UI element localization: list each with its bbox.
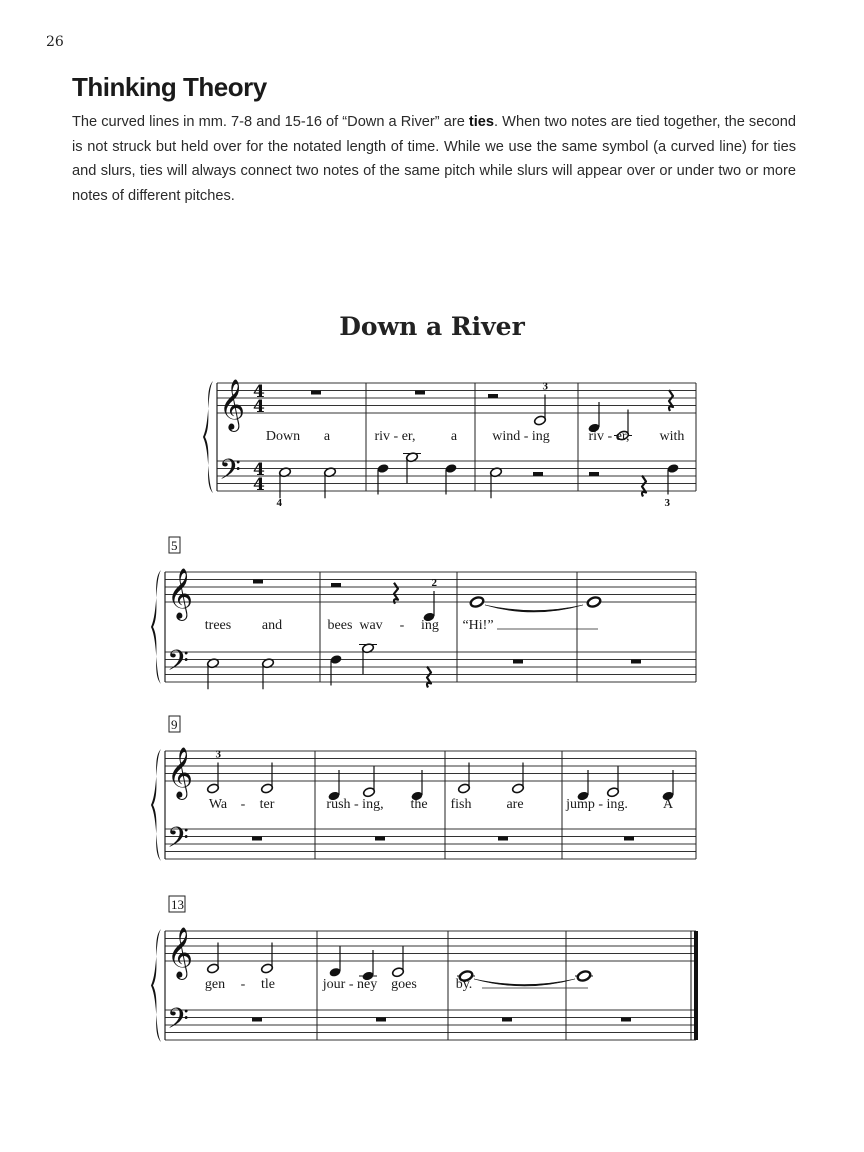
lyric-syllable: - [240,797,246,812]
lyric-syllable: gen [204,977,226,992]
lyric-syllable: riv - er, [588,429,630,444]
whole-rest-icon [502,1018,512,1022]
song-title: Down a River [339,312,525,341]
lyric-syllable: Wa [208,797,228,812]
lyric-syllable: ing [421,618,439,633]
time-signature-denominator: 4 [253,397,265,417]
page-number: 26 [46,34,64,50]
music-system [151,537,696,689]
lyric-syllable: - [399,618,405,633]
bass-clef-icon: 𝄢 [167,821,189,862]
lyric-syllable: goes [391,977,417,992]
lyric-syllable: Down [265,429,301,444]
whole-rest-icon [624,837,634,841]
whole-rest-icon [376,1018,386,1022]
lyric-syllable: jump - ing. [566,797,628,812]
whole-rest-icon [252,837,262,841]
measure-number: 9 [171,717,178,732]
whole-rest-icon [252,1018,262,1022]
whole-note-icon [576,970,591,982]
whole-rest-icon [415,391,425,395]
ties-term: ties [468,114,495,130]
treble-clef-icon: 𝄞 [167,568,194,619]
bass-clef-icon: 𝄢 [219,453,241,494]
fingering-number: 3 [542,380,548,393]
lyric-syllable: are [506,797,524,812]
quarter-rest-icon [427,667,431,688]
time-signature-numerator: 4 [253,382,265,402]
lyric-syllable: rush - ing, [326,797,384,812]
time-signature-numerator: 4 [253,460,265,480]
whole-rest-icon [621,1018,631,1022]
whole-rest-icon [498,837,508,841]
whole-note-icon [469,596,484,608]
fingering-number: 3 [664,497,670,509]
tie-curve [485,605,583,612]
whole-rest-icon [513,660,523,664]
fingering-number: 3 [215,748,221,761]
lyric-syllable: a [323,429,331,444]
lyric-syllable: riv - er, [374,429,416,444]
whole-rest-icon [253,580,263,584]
half-rest-icon [331,583,341,587]
measure-number: 5 [171,538,178,553]
lyric-syllable: by. [455,977,473,992]
lyric-syllable: jour - ney [322,977,378,992]
lyric-syllable: A [662,797,674,812]
fingering-number: 4 [276,497,282,509]
music-system [151,716,696,862]
grand-staff-brace [203,381,213,493]
lyric-syllable: tle [261,977,275,992]
quarter-rest-icon [669,390,673,411]
lyric-syllable: wind - ing [492,429,550,444]
lyric-syllable: fish [450,797,472,812]
music-system [203,379,696,509]
whole-rest-icon [631,660,641,664]
lyric-syllable: ter [259,797,275,812]
lyric-syllable: bees [327,618,353,633]
treble-clef-icon: 𝄞 [219,379,246,430]
whole-rest-icon [375,837,385,841]
whole-note-icon [586,596,601,608]
treble-clef-icon: 𝄞 [167,927,194,978]
lyric-syllable: the [410,797,428,812]
grand-staff-brace [151,570,161,684]
section-title: Thinking Theory [72,72,267,102]
music-system [151,896,698,1043]
paragraph-text-start: The curved lines in mm. 7-8 and 15-16 of “Down a River” are [72,114,469,130]
paragraph-text-end: . When two notes are tied together, the second is not struck but held over for the notated length of time. While we use the same symbol (a curved line) for ties and slurs, ties will always connect two notes of the same pitch while slurs will appear over or under two or more notes of different pitches. [72,114,796,204]
final-barline-thick [694,931,698,1040]
grand-staff-brace [151,749,161,861]
lyric-syllable: with [659,429,685,444]
whole-rest-icon [311,391,321,395]
half-rest-icon [589,472,599,476]
measure-number: 13 [171,897,184,912]
time-signature-denominator: 4 [253,475,265,495]
lyric-syllable: “Hi!” [462,618,494,633]
bass-clef-icon: 𝄢 [167,644,189,685]
lyric-syllable: - [240,977,246,992]
bass-clef-icon: 𝄢 [167,1002,189,1043]
tie-curve [474,979,575,986]
half-rest-icon [533,472,543,476]
quarter-rest-icon [394,583,398,604]
lyric-syllable: wav [359,618,383,633]
treble-clef-icon: 𝄞 [167,747,194,798]
lyric-syllable: and [261,618,283,633]
quarter-rest-icon [642,476,646,497]
lyric-syllable: a [450,429,458,444]
fingering-number: 2 [431,577,437,589]
lyric-syllable: trees [204,618,232,633]
half-rest-icon [488,394,498,398]
grand-staff-brace [151,929,161,1042]
